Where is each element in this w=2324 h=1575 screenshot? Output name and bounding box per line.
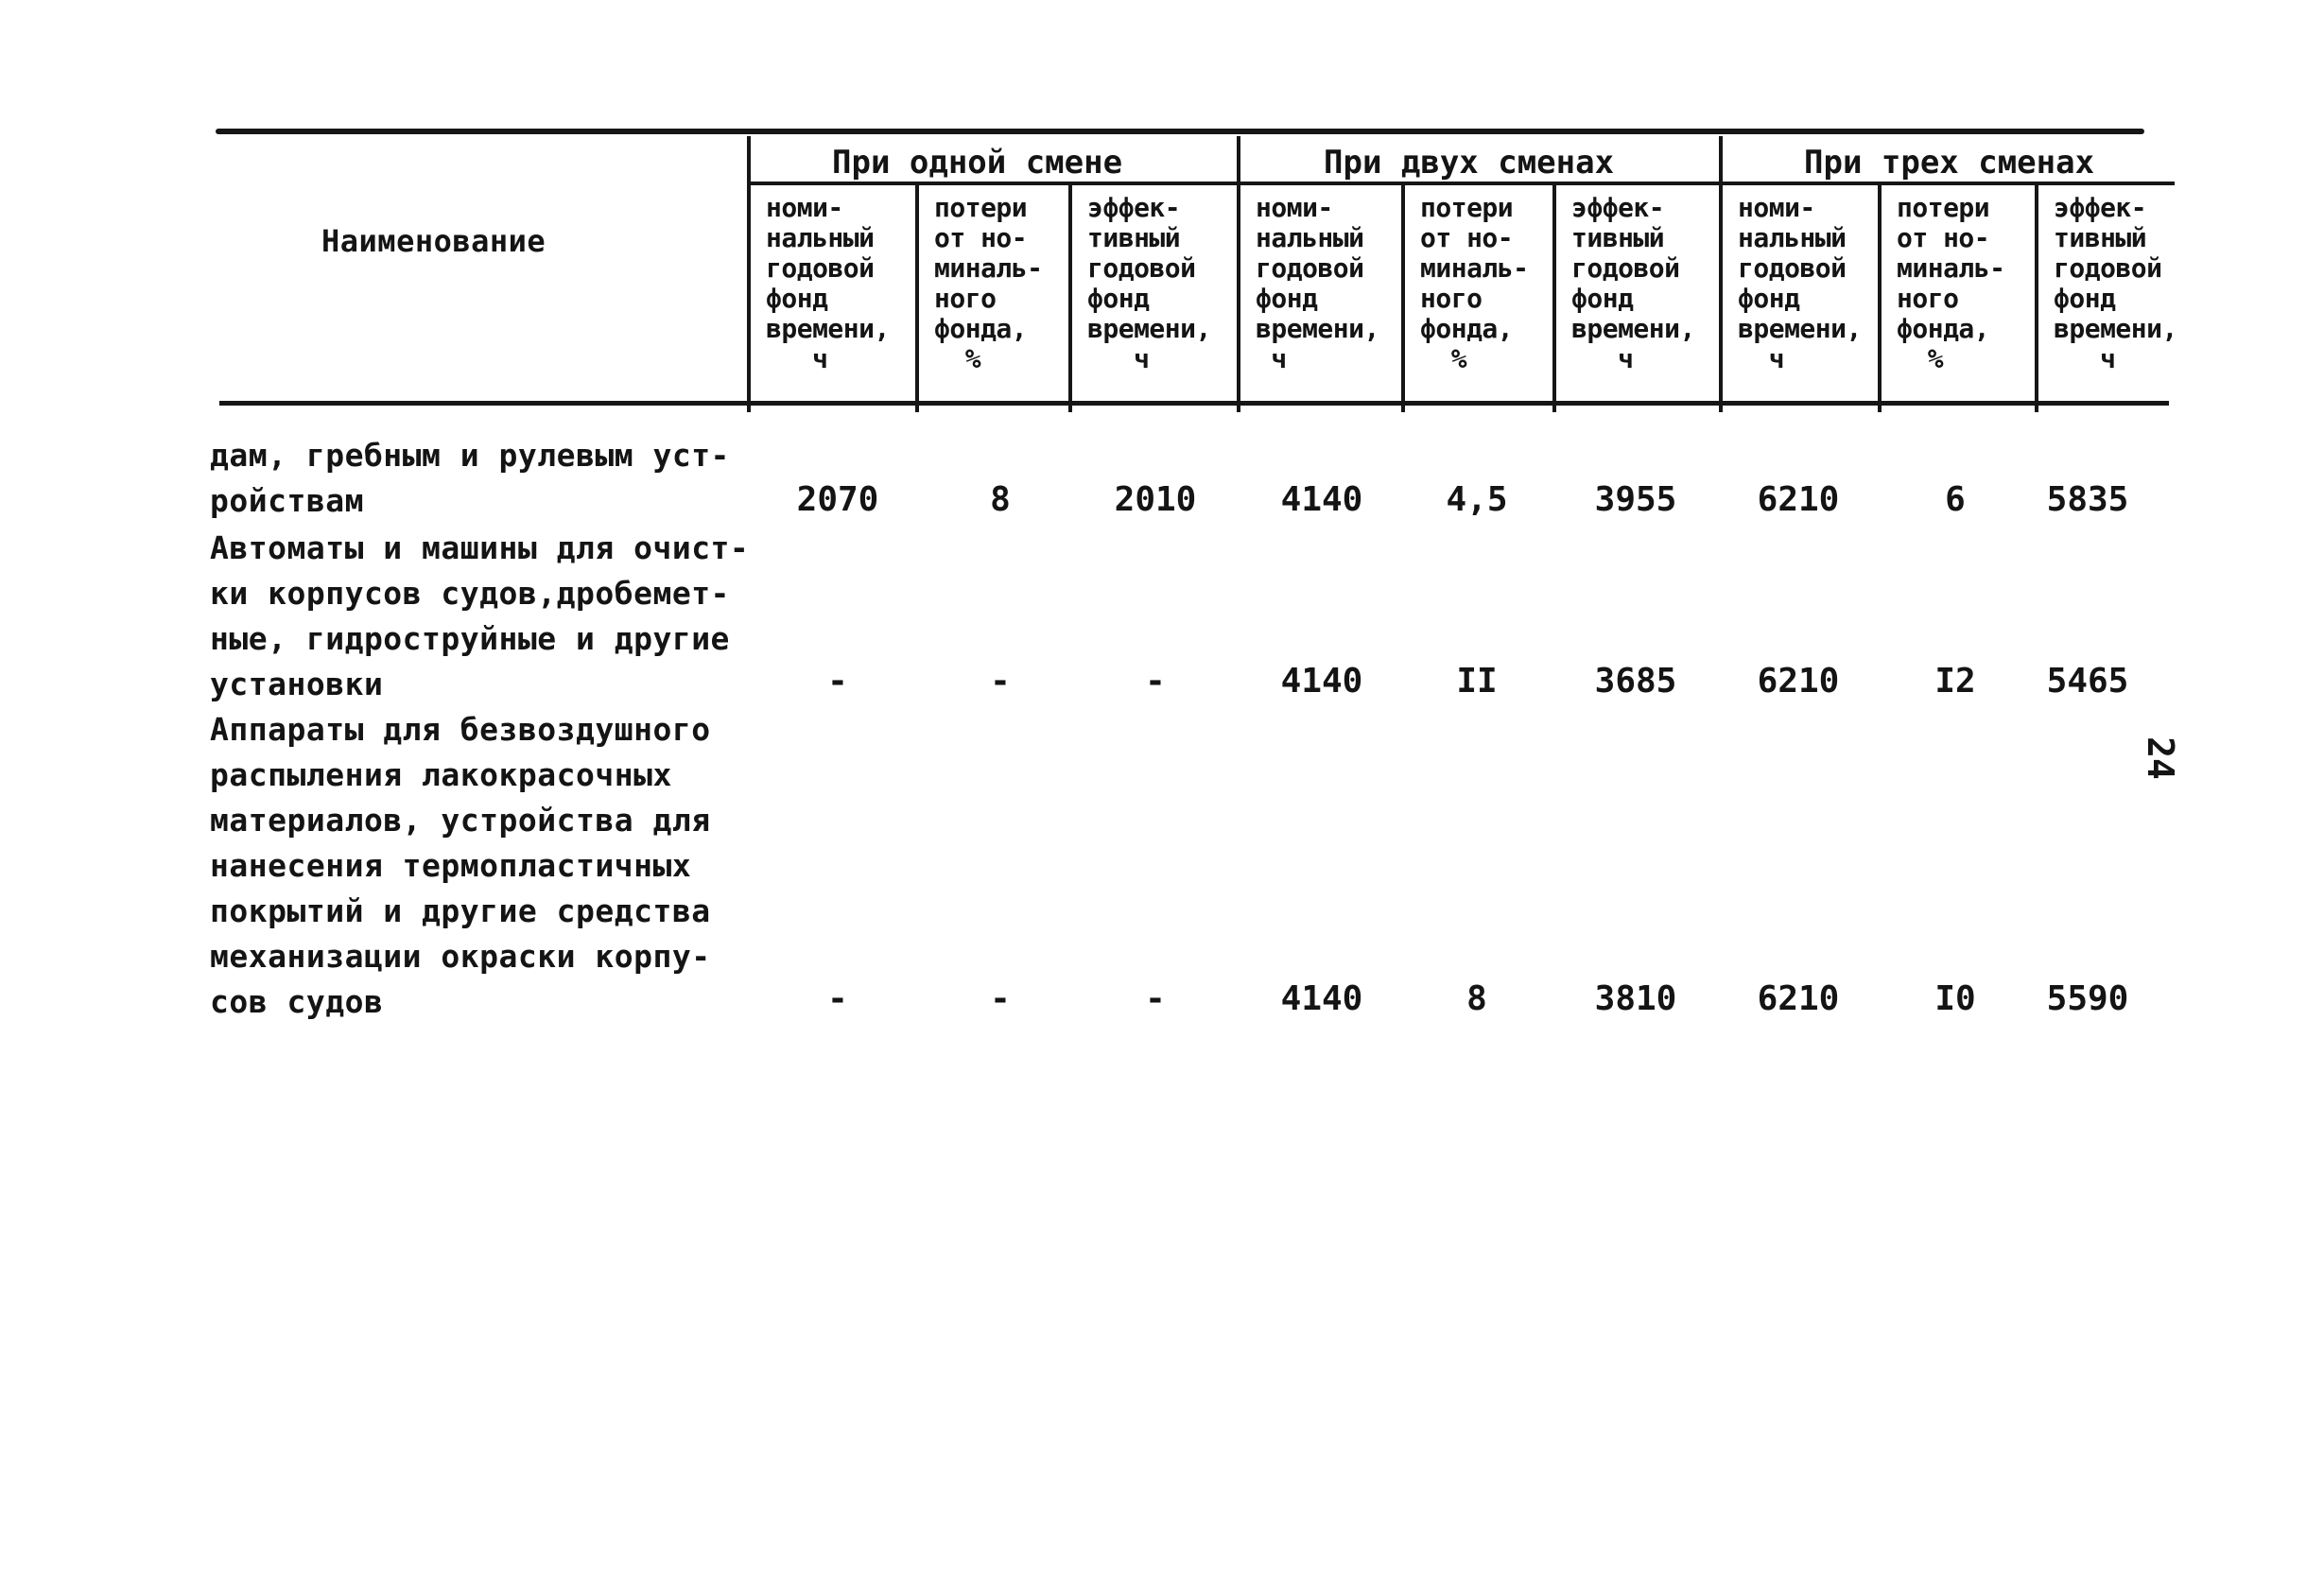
table-top-rule (216, 129, 2144, 134)
table-cell: - (827, 662, 848, 701)
shift-group-title: При двух сменах (1324, 144, 1615, 182)
table-cell: I0 (1934, 979, 1976, 1018)
column-divider (747, 136, 751, 412)
column-header: эффек- тивный годовой фонд времени, ч (2054, 192, 2177, 374)
table-cell: - (1145, 662, 1166, 701)
column-divider (1552, 183, 1556, 412)
column-header: потери от но- миналь- ного фонда, % (1897, 192, 2005, 374)
group-underline (749, 182, 1239, 185)
table-cell: 8 (990, 480, 1011, 519)
column-divider (1878, 183, 1882, 412)
table-cell: - (1145, 979, 1166, 1018)
table-cell: 8 (1466, 979, 1487, 1018)
table-cell: - (990, 662, 1011, 701)
table-cell: 2010 (1114, 480, 1197, 519)
table-cell: 4,5 (1446, 480, 1508, 519)
shift-group-title: При трех сменах (1804, 144, 2095, 182)
table-cell: 4140 (1280, 480, 1363, 519)
table-cell: 6210 (1757, 480, 1840, 519)
header-bottom-rule (219, 401, 2169, 406)
group-underline (1239, 182, 1721, 185)
group-underline (1721, 182, 2175, 185)
page-number: 24 (2139, 736, 2181, 780)
table-cell: 5465 (2046, 662, 2129, 701)
row-label: дам, гребным и рулевым уст- ройствам (210, 437, 730, 519)
column-header: потери от но- миналь- ного фонда, % (934, 192, 1043, 374)
column-header: номи- нальный годовой фонд времени, ч (766, 192, 890, 374)
table-cell: 5835 (2046, 480, 2129, 519)
table-cell: 3685 (1594, 662, 1677, 701)
column-header: эффек- тивный годовой фонд времени, ч (1087, 192, 1211, 374)
table-cell: I2 (1934, 662, 1976, 701)
table-cell: - (827, 979, 848, 1018)
column-header: номи- нальный годовой фонд времени, ч (1738, 192, 1862, 374)
table-cell: 4140 (1280, 662, 1363, 701)
column-header: номи- нальный годовой фонд времени, ч (1256, 192, 1379, 374)
table-cell: 5590 (2046, 979, 2129, 1018)
column-divider (915, 183, 919, 412)
column-divider (1401, 183, 1405, 412)
table-cell: 3955 (1594, 480, 1677, 519)
table-cell: 6210 (1757, 662, 1840, 701)
column-header: потери от но- миналь- ного фонда, % (1420, 192, 1529, 374)
table-cell: 6 (1945, 480, 1966, 519)
column-divider (1719, 136, 1723, 412)
shift-group-title: При одной смене (832, 144, 1123, 182)
table-cell: - (990, 979, 1011, 1018)
table-cell: 3810 (1594, 979, 1677, 1018)
table-cell: 2070 (796, 480, 879, 519)
table-cell: II (1456, 662, 1498, 701)
row-label: Аппараты для безвоздушного распыления лакокрасочных материалов, устройства для нанесения термопластичных покрытий и другие средства механизации окраски корпу- сов судов (210, 711, 711, 1020)
column-divider (2035, 183, 2038, 412)
row-label: Автоматы и машины для очист- ки корпусов судов,дробемет- ные, гидроструйные и другие установки (210, 529, 750, 702)
column-divider (1237, 136, 1240, 412)
table-cell: 4140 (1280, 979, 1363, 1018)
column-divider (1068, 183, 1072, 412)
column-header: эффек- тивный годовой фонд времени, ч (1571, 192, 1695, 374)
name-column-header: Наименование (321, 223, 546, 259)
table-cell: 6210 (1757, 979, 1840, 1018)
